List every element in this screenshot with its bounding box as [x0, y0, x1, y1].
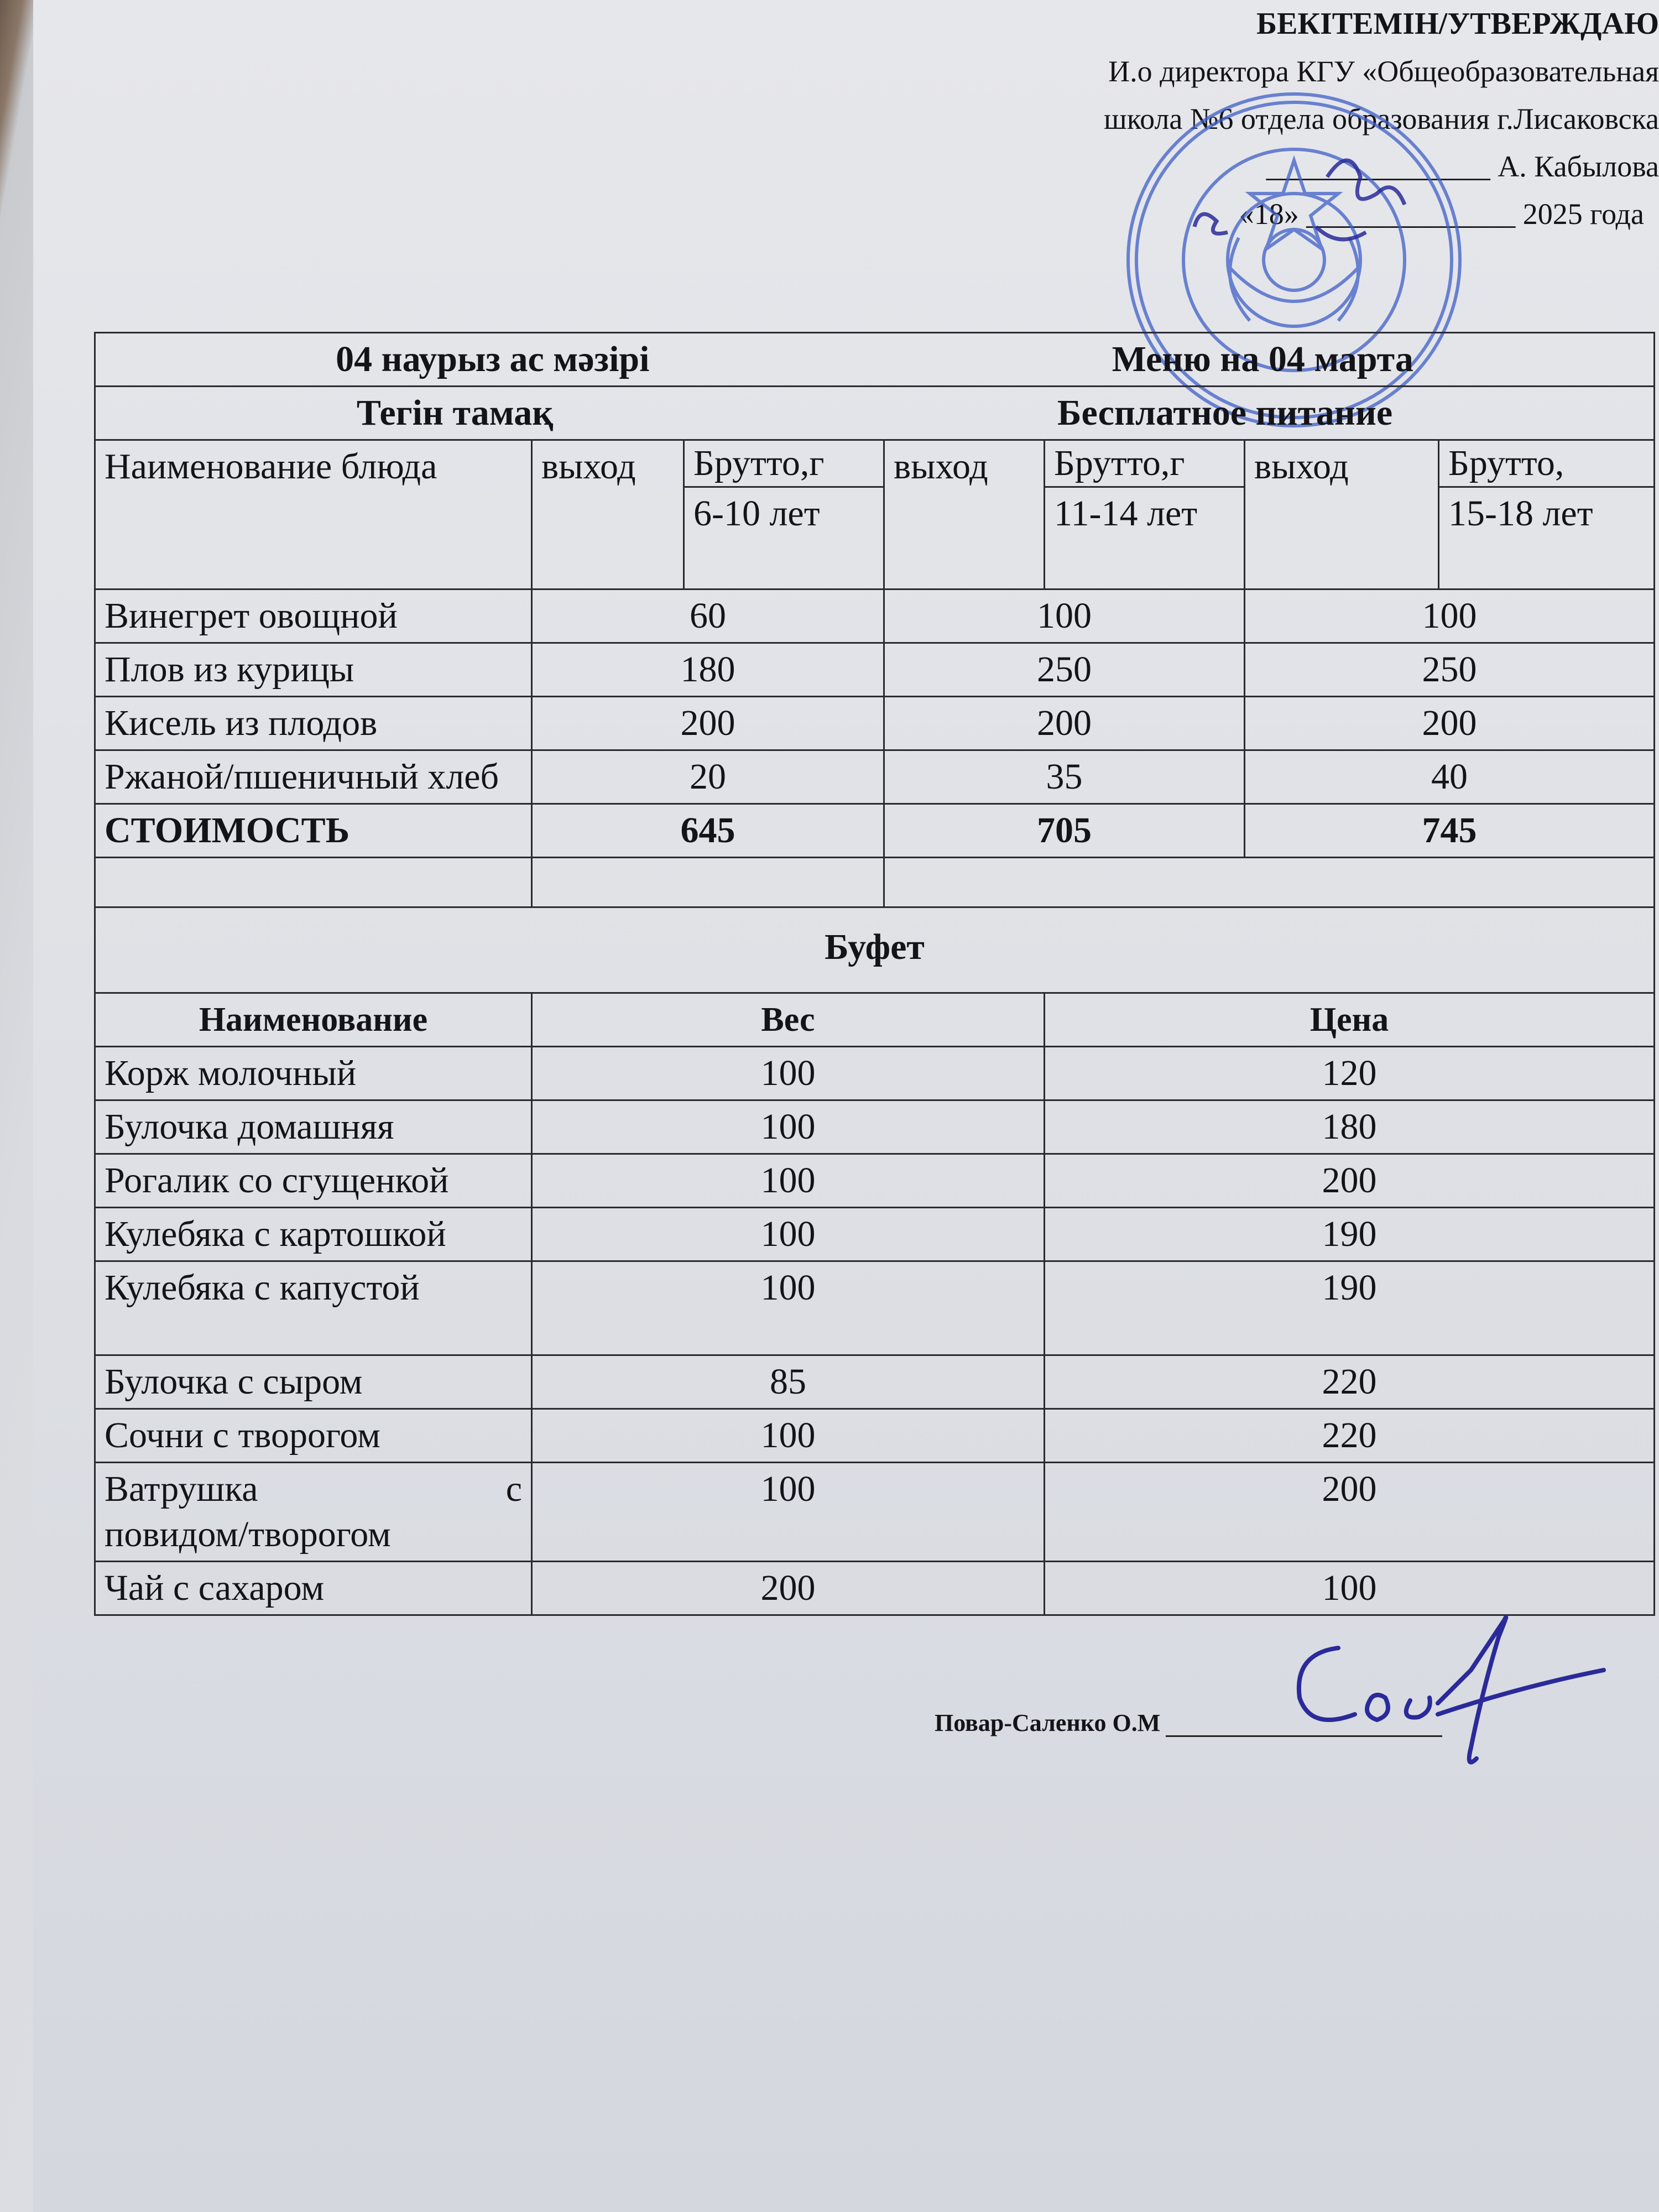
table-row — [95, 1154, 1655, 1208]
buffet-title: Буфет — [95, 907, 1655, 993]
approval-line-2: школа №6 отдела образования г.Лисаковска — [1104, 102, 1659, 135]
dish-name: Ржаной/пшеничный хлеб — [95, 750, 532, 804]
buffet-item-name: Рогалик со сгущенкой — [95, 1154, 532, 1208]
table-row — [95, 1463, 1655, 1562]
menu-title-row — [95, 333, 1655, 387]
dish-value-c: 200 — [1245, 697, 1655, 750]
age-b: 11-14 лет — [1054, 493, 1198, 534]
buffet-item-weight: 100 — [532, 1261, 1045, 1355]
buffet-item-weight: 100 — [532, 1047, 1045, 1100]
buffet-item-name: Булочка домашняя — [95, 1100, 532, 1154]
buffet-item-weight: 100 — [532, 1409, 1045, 1463]
table-row — [95, 1100, 1655, 1154]
empty-row — [95, 858, 1655, 907]
buffet-item-name: Ватрушка с повидом/творогом — [95, 1463, 532, 1562]
dish-name: Плов из курицы — [95, 643, 532, 697]
buffet-item-price: 180 — [1045, 1100, 1655, 1154]
menu-subtitle-row — [95, 387, 1655, 440]
buffet-item-name: Кулебяка с капустой — [95, 1261, 532, 1355]
buffet-col-name: Наименование — [95, 993, 532, 1047]
buffet-item-price: 200 — [1045, 1463, 1655, 1562]
table-row — [95, 697, 1655, 750]
buffet-item-name: Булочка с сыром — [95, 1355, 532, 1409]
dish-value-a: 60 — [532, 589, 884, 643]
approval-day: «18» — [1239, 197, 1299, 231]
buffet-item-price: 200 — [1045, 1154, 1655, 1208]
table-row — [95, 1409, 1655, 1463]
menu-title-ru: Меню на 04 марта — [1112, 339, 1413, 379]
dish-name: Кисель из плодов — [95, 697, 532, 750]
dish-value-c: 250 — [1245, 643, 1655, 697]
cook-name: Повар-Саленко О.М — [935, 1709, 1161, 1736]
dish-value-b: 200 — [884, 697, 1245, 750]
table-row — [95, 589, 1655, 643]
table-row — [95, 643, 1655, 697]
approval-year: 2025 года — [1522, 197, 1644, 231]
col-brutto-a: Брутто,г 6-10 лет — [684, 440, 884, 589]
cost-label: СТОИМОСТЬ — [95, 804, 532, 858]
buffet-item-weight: 100 — [532, 1463, 1045, 1562]
buffet-item-name: Кулебяка с картошкой — [95, 1208, 532, 1261]
table-row — [95, 1047, 1655, 1100]
table-row — [95, 1208, 1655, 1261]
table-row — [95, 1261, 1655, 1355]
dish-name: Винегрет овощной — [95, 589, 532, 643]
approval-heading: БЕКІТЕМІН/УТВЕРЖДАЮ — [1256, 7, 1659, 41]
buffet-item-price: 190 — [1045, 1261, 1655, 1355]
dish-value-c: 100 — [1245, 589, 1655, 643]
buffet-item-weight: 100 — [532, 1154, 1045, 1208]
buffet-item-weight: 100 — [532, 1100, 1045, 1154]
menu-subtitle-ru: Бесплатное питание — [1057, 393, 1393, 433]
buffet-item-price: 100 — [1045, 1562, 1655, 1615]
buffet-item-price: 120 — [1045, 1047, 1655, 1100]
dish-value-b: 35 — [884, 750, 1245, 804]
menu-table — [94, 332, 1655, 1616]
dish-value-c: 40 — [1245, 750, 1655, 804]
dish-value-a: 180 — [532, 643, 884, 697]
col-output-a: выход — [532, 440, 684, 589]
approval-line-3: _______________ А. Кабылова — [1266, 150, 1659, 183]
dish-value-b: 250 — [884, 643, 1245, 697]
buffet-item-weight: 85 — [532, 1355, 1045, 1409]
age-c: 15-18 лет — [1448, 493, 1593, 534]
buffet-item-price: 190 — [1045, 1208, 1655, 1261]
cost-value-b: 705 — [884, 804, 1245, 858]
age-a: 6-10 лет — [693, 493, 820, 534]
buffet-item-weight: 200 — [532, 1562, 1045, 1615]
buffet-item-price: 220 — [1045, 1355, 1655, 1409]
buffet-item-name: Сочни с творогом — [95, 1409, 532, 1463]
buffet-header-row — [95, 993, 1655, 1047]
buffet-item-price: 220 — [1045, 1409, 1655, 1463]
director-name: А. Кабылова — [1498, 150, 1659, 183]
buffet-item-weight: 100 — [532, 1208, 1045, 1261]
buffet-title-row — [95, 907, 1655, 993]
buffet-item-name: Корж молочный — [95, 1047, 532, 1100]
table-row — [95, 1355, 1655, 1409]
menu-title-kz: 04 наурыз ас мәзірі — [336, 339, 650, 379]
col-output-b: выход — [884, 440, 1045, 589]
cost-row — [95, 804, 1655, 858]
dish-value-b: 100 — [884, 589, 1245, 643]
cost-value-c: 745 — [1245, 804, 1655, 858]
buffet-col-price: Цена — [1045, 993, 1655, 1047]
buffet-col-weight: Вес — [532, 993, 1045, 1047]
buffet-item-name: Чай с сахаром — [95, 1562, 532, 1615]
menu-subtitle-kz: Тегін тамақ — [356, 393, 554, 433]
col-dish-name: Наименование блюда — [95, 440, 532, 589]
cost-value-a: 645 — [532, 804, 884, 858]
approval-line-1: И.о директора КГУ «Общеобразовательная — [1108, 55, 1659, 88]
table-row — [95, 750, 1655, 804]
col-output-c: выход — [1245, 440, 1439, 589]
col-brutto-b: Брутто,г 11-14 лет — [1045, 440, 1245, 589]
document-sheet — [33, 0, 1659, 2212]
col-brutto-c: Брутто, 15-18 лет — [1439, 440, 1655, 589]
dish-value-a: 200 — [532, 697, 884, 750]
menu-header-row — [95, 440, 1655, 589]
dish-value-a: 20 — [532, 750, 884, 804]
approval-line-4: «18» ______________ 2025 года — [1239, 197, 1644, 231]
handwritten-signature-icon — [1272, 1604, 1615, 1786]
